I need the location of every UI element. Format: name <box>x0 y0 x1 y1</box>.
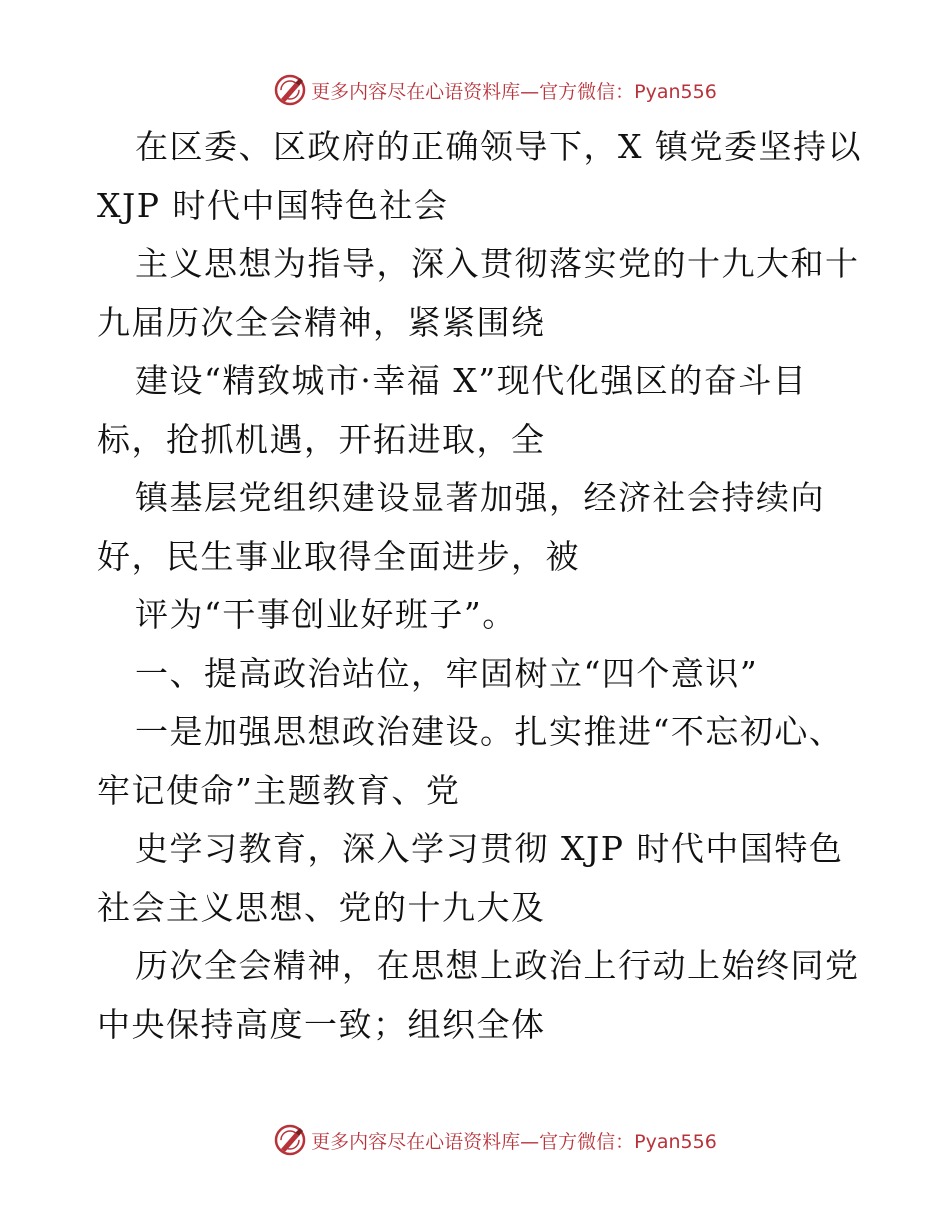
text-line: 在区委、区政府的正确领导下，X 镇党委坚持以 <box>135 127 862 166</box>
document-body <box>97 118 877 1054</box>
red-pen-circle-logo-icon <box>273 1123 307 1157</box>
section-heading: 一、提高政治站位，牢固树立“四个意识” <box>135 653 759 693</box>
text-line: 一是加强思想政治建设。扎实推进“不忘初心、 <box>135 712 844 751</box>
text-line: 建设“精致城市·幸福 X”现代化强区的奋斗目 <box>135 361 808 400</box>
text-line: 评为“干事创业好班子”。 <box>135 595 517 634</box>
text-line: 社会主义思想、党的十九大及 <box>97 887 546 927</box>
text-line: 牢记使命”主题教育、党 <box>97 770 461 810</box>
header-banner-text: 更多内容尽在心语资料库—官方微信：Pyan556 <box>311 80 717 103</box>
text-line: 镇基层党组织建设显著加强，经济社会持续向 <box>135 478 825 517</box>
text-line: 标，抢抓机遇，开拓进取，全 <box>97 419 546 459</box>
footer-banner <box>0 1120 950 1160</box>
text-line: 历次全会精神，在思想上政治上行动上始终同党 <box>135 946 860 985</box>
header-banner <box>0 70 950 110</box>
text-line: 九届历次全会精神，紧紧围绕 <box>97 302 546 342</box>
text-line: XJP 时代中国特色社会 <box>97 185 449 225</box>
footer-banner-text: 更多内容尽在心语资料库—官方微信：Pyan556 <box>311 1130 717 1153</box>
text-line: 中央保持高度一致；组织全体 <box>97 1004 546 1044</box>
text-line: 史学习教育，深入学习贯彻 XJP 时代中国特色 <box>135 829 844 868</box>
text-line: 好，民生事业取得全面进步，被 <box>97 536 580 576</box>
red-pen-circle-logo-icon <box>273 73 307 107</box>
text-line: 主义思想为指导，深入贯彻落实党的十九大和十 <box>135 244 860 283</box>
